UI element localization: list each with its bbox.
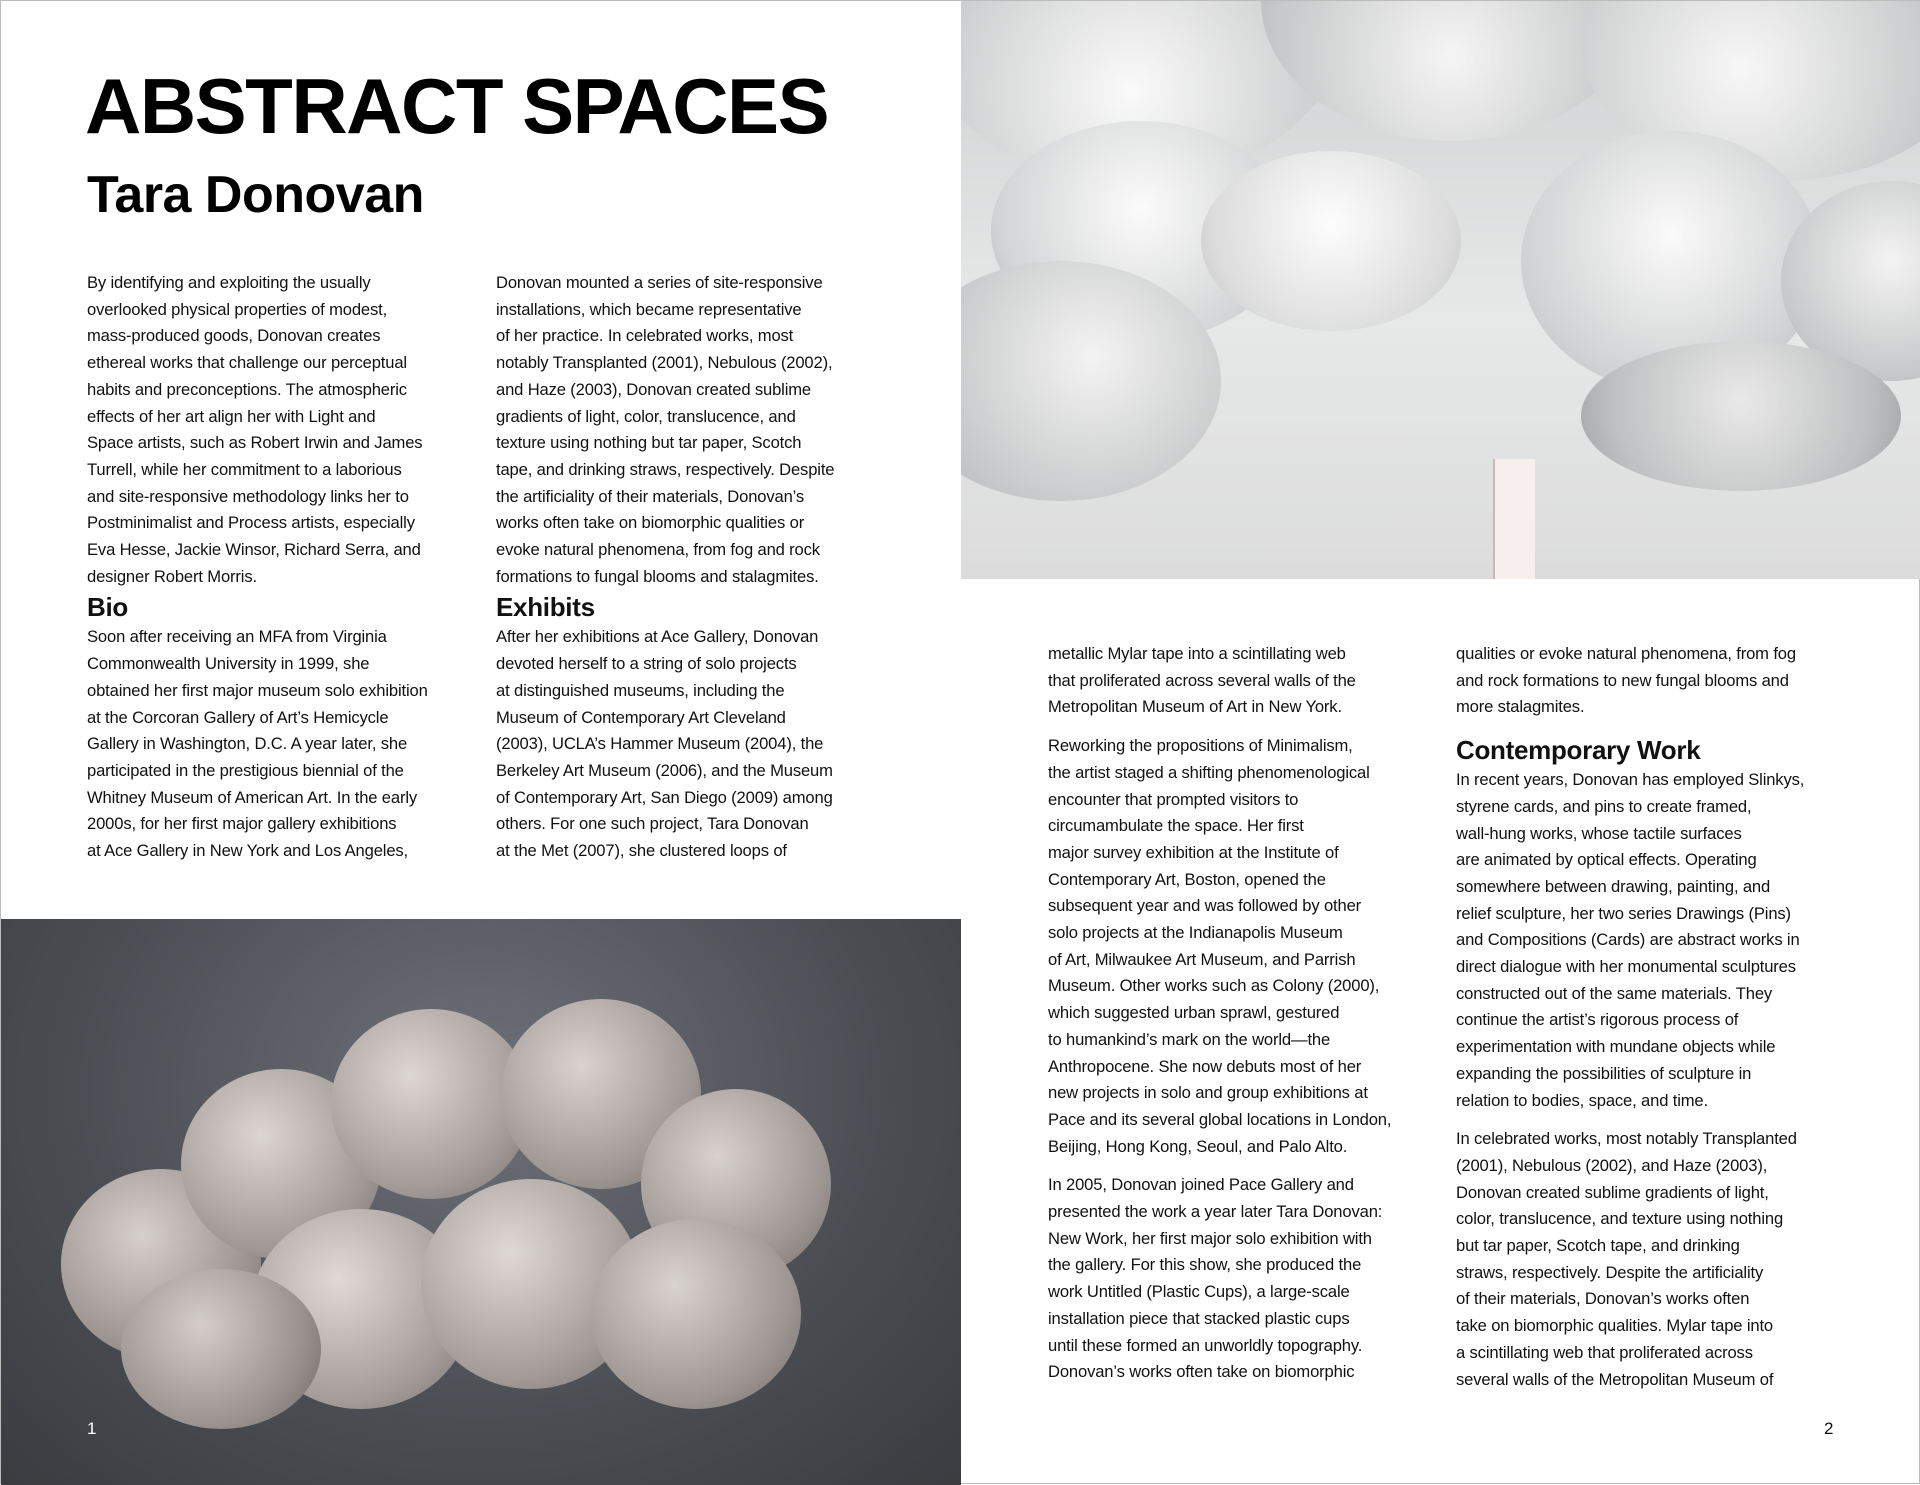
text-line: notably Transplanted (2001), Nebulous (2002), <box>496 353 833 373</box>
text-line: relation to bodies, space, and time. <box>1456 1090 1708 1110</box>
text-line: to humankind’s mark on the world—the <box>1048 1029 1331 1049</box>
text-line: until these formed an unworldly topography. <box>1048 1335 1363 1355</box>
text-column-1 <box>87 270 487 865</box>
text-line: After her exhibitions at Ace Gallery, Donovan <box>496 627 819 647</box>
paragraph <box>1048 1172 1448 1386</box>
text-line: Contemporary Art, Boston, opened the <box>1048 869 1326 889</box>
paragraph <box>496 270 896 590</box>
text-line: new projects in solo and group exhibitions at <box>1048 1083 1368 1103</box>
text-line: In 2005, Donovan joined Pace Gallery and <box>1048 1175 1354 1195</box>
paragraph <box>87 624 487 864</box>
text-line: evoke natural phenomena, from fog and rock <box>496 540 820 560</box>
text-line: Pace and its several global locations in London, <box>1048 1109 1392 1129</box>
text-line: Berkeley Art Museum (2006), and the Museum <box>496 760 833 780</box>
text-line: but tar paper, Scotch tape, and drinking <box>1456 1236 1740 1256</box>
text-line: Space artists, such as Robert Irwin and James <box>87 433 423 453</box>
paragraph-gap <box>1456 721 1856 733</box>
text-line: overlooked physical properties of modest, <box>87 299 388 319</box>
text-line: (2001), Nebulous (2002), and Haze (2003), <box>1456 1155 1768 1175</box>
text-line: Turrell, while her commitment to a laborious <box>87 459 402 479</box>
text-line: straws, respectively. Despite the artificiality <box>1456 1262 1764 1282</box>
text-line: that proliferated across several walls of the <box>1048 670 1356 690</box>
text-line: encounter that prompted visitors to <box>1048 789 1299 809</box>
text-line: at distinguished museums, including the <box>496 680 785 700</box>
paragraph-gap <box>1456 1114 1856 1126</box>
paragraph <box>1048 733 1448 1160</box>
text-line: of her practice. In celebrated works, most <box>496 326 794 346</box>
page-title: ABSTRACT SPACES <box>85 62 829 150</box>
text-line: styrene cards, and pins to create framed, <box>1456 796 1752 816</box>
text-line: designer Robert Morris. <box>87 566 257 586</box>
text-line: solo projects at the Indianapolis Museum <box>1048 923 1343 943</box>
text-line: effects of her art align her with Light and <box>87 406 376 426</box>
text-line: at the Corcoran Gallery of Art’s Hemicycle <box>87 707 389 727</box>
text-line: experimentation with mundane objects while <box>1456 1037 1776 1057</box>
text-line: of their materials, Donovan’s works often <box>1456 1289 1750 1309</box>
paragraph-gap <box>1048 721 1448 733</box>
text-line: Donovan’s works often take on biomorphic <box>1048 1362 1355 1382</box>
text-line: Metropolitan Museum of Art in New York. <box>1048 697 1342 717</box>
text-line: Donovan created sublime gradients of light, <box>1456 1182 1769 1202</box>
text-line: others. For one such project, Tara Donovan <box>496 814 809 834</box>
section-heading: Exhibits <box>496 592 595 623</box>
text-line: work Untitled (Plastic Cups), a large-scale <box>1048 1282 1350 1302</box>
text-line: expanding the possibilities of sculpture in <box>1456 1063 1752 1083</box>
text-line: at the Met (2007), she clustered loops of <box>496 841 787 861</box>
text-line: and site-responsive methodology links her to <box>87 486 409 506</box>
sculpture-photo-spheres <box>1 919 961 1485</box>
text-line: direct dialogue with her monumental sculptures <box>1456 957 1796 977</box>
paragraph <box>1456 1126 1856 1393</box>
text-line: constructed out of the same materials. They <box>1456 983 1773 1003</box>
text-line: participated in the prestigious biennial of the <box>87 760 404 780</box>
paragraph <box>496 624 896 864</box>
text-line: Whitney Museum of American Art. In the early <box>87 787 418 807</box>
text-line: Gallery in Washington, D.C. A year later, she <box>87 734 408 754</box>
text-line: Postminimalist and Process artists, especially <box>87 513 415 533</box>
text-line: ethereal works that challenge our perceptual <box>87 353 407 373</box>
text-line: and Haze (2003), Donovan created sublime <box>496 379 812 399</box>
paragraph <box>1456 767 1856 1114</box>
text-line: a scintillating web that proliferated across <box>1456 1342 1753 1362</box>
text-line: the artificiality of their materials, Donovan’s <box>496 486 805 506</box>
text-line: wall-hung works, whose tactile surfaces <box>1456 823 1742 843</box>
text-line: relief sculpture, her two series Drawings (Pins) <box>1456 903 1791 923</box>
text-line: In celebrated works, most notably Transplanted <box>1456 1129 1797 1149</box>
text-line: Reworking the propositions of Minimalism, <box>1048 736 1353 756</box>
text-line: are animated by optical effects. Operating <box>1456 850 1757 870</box>
page-number-left: 1 <box>87 1419 97 1438</box>
text-line: Beijing, Hong Kong, Seoul, and Palo Alto. <box>1048 1136 1348 1156</box>
text-line: Donovan mounted a series of site-responsive <box>496 273 823 292</box>
text-line: Eva Hesse, Jackie Winsor, Richard Serra, and <box>87 540 421 560</box>
text-line: and rock formations to new fungal blooms and <box>1456 670 1789 690</box>
text-line: habits and preconceptions. The atmospheric <box>87 379 407 399</box>
text-line: more stalagmites. <box>1456 697 1585 717</box>
text-line: tape, and drinking straws, respectively. Despite <box>496 459 835 479</box>
section-heading: Bio <box>87 592 128 623</box>
text-column-3 <box>1048 641 1448 1386</box>
text-line: Museum. Other works such as Colony (2000), <box>1048 976 1380 996</box>
text-line: major survey exhibition at the Institute of <box>1048 842 1339 862</box>
text-line: devoted herself to a string of solo projects <box>496 654 797 674</box>
text-line: installation piece that stacked plastic cups <box>1048 1308 1350 1328</box>
text-line: of Contemporary Art, San Diego (2009) among <box>496 787 833 807</box>
text-line: Soon after receiving an MFA from Virginia <box>87 627 387 647</box>
text-line: Anthropocene. She now debuts most of her <box>1048 1056 1362 1076</box>
text-line: mass-produced goods, Donovan creates <box>87 326 381 346</box>
text-line: presented the work a year later Tara Donovan: <box>1048 1202 1383 1222</box>
doorway <box>1493 459 1535 579</box>
text-line: several walls of the Metropolitan Museum of <box>1456 1369 1774 1389</box>
text-line: the gallery. For this show, she produced the <box>1048 1255 1362 1275</box>
text-column-4 <box>1456 641 1856 1393</box>
paragraph <box>1456 641 1856 721</box>
text-line: and Compositions (Cards) are abstract works in <box>1456 930 1800 950</box>
text-line: works often take on biomorphic qualities or <box>496 513 805 533</box>
text-line: Museum of Contemporary Art Cleveland <box>496 707 786 727</box>
text-line: somewhere between drawing, painting, and <box>1456 876 1771 896</box>
artist-name: Tara Donovan <box>87 166 424 224</box>
text-line: circumambulate the space. Her first <box>1048 816 1304 836</box>
text-line: installations, which became representative <box>496 299 802 319</box>
text-line: subsequent year and was followed by other <box>1048 896 1362 916</box>
text-line: metallic Mylar tape into a scintillating web <box>1048 644 1346 663</box>
text-line: color, translucence, and texture using nothing <box>1456 1209 1784 1229</box>
text-line: By identifying and exploiting the usually <box>87 273 371 292</box>
text-line: In recent years, Donovan has employed Slinkys, <box>1456 770 1805 790</box>
text-line: of Art, Milwaukee Art Museum, and Parrish <box>1048 949 1356 969</box>
text-line: obtained her first major museum solo exhibition <box>87 680 428 700</box>
installation-photo-ceiling <box>961 1 1920 579</box>
text-line: New Work, her first major solo exhibition with <box>1048 1228 1372 1248</box>
text-line: gradients of light, color, translucence, and <box>496 406 796 426</box>
text-line: take on biomorphic qualities. Mylar tape into <box>1456 1316 1773 1336</box>
text-line: formations to fungal blooms and stalagmites. <box>496 566 819 586</box>
text-column-2 <box>496 270 896 865</box>
text-line: continue the artist’s rigorous process of <box>1456 1010 1739 1030</box>
paragraph-gap <box>1048 1160 1448 1172</box>
page-number-right: 2 <box>1824 1419 1834 1438</box>
text-line: texture using nothing but tar paper, Scotch <box>496 433 802 453</box>
text-line: which suggested urban sprawl, gestured <box>1048 1003 1340 1023</box>
section-heading: Contemporary Work <box>1456 735 1701 766</box>
text-line: (2003), UCLA’s Hammer Museum (2004), the <box>496 734 824 754</box>
text-line: 2000s, for her first major gallery exhibitions <box>87 814 397 834</box>
text-line: qualities or evoke natural phenomena, from fog <box>1456 644 1796 663</box>
text-line: Commonwealth University in 1999, she <box>87 654 370 674</box>
text-line: the artist staged a shifting phenomenological <box>1048 762 1370 782</box>
text-line: at Ace Gallery in New York and Los Angeles, <box>87 841 409 861</box>
paragraph <box>1048 641 1448 721</box>
paragraph <box>87 270 487 590</box>
